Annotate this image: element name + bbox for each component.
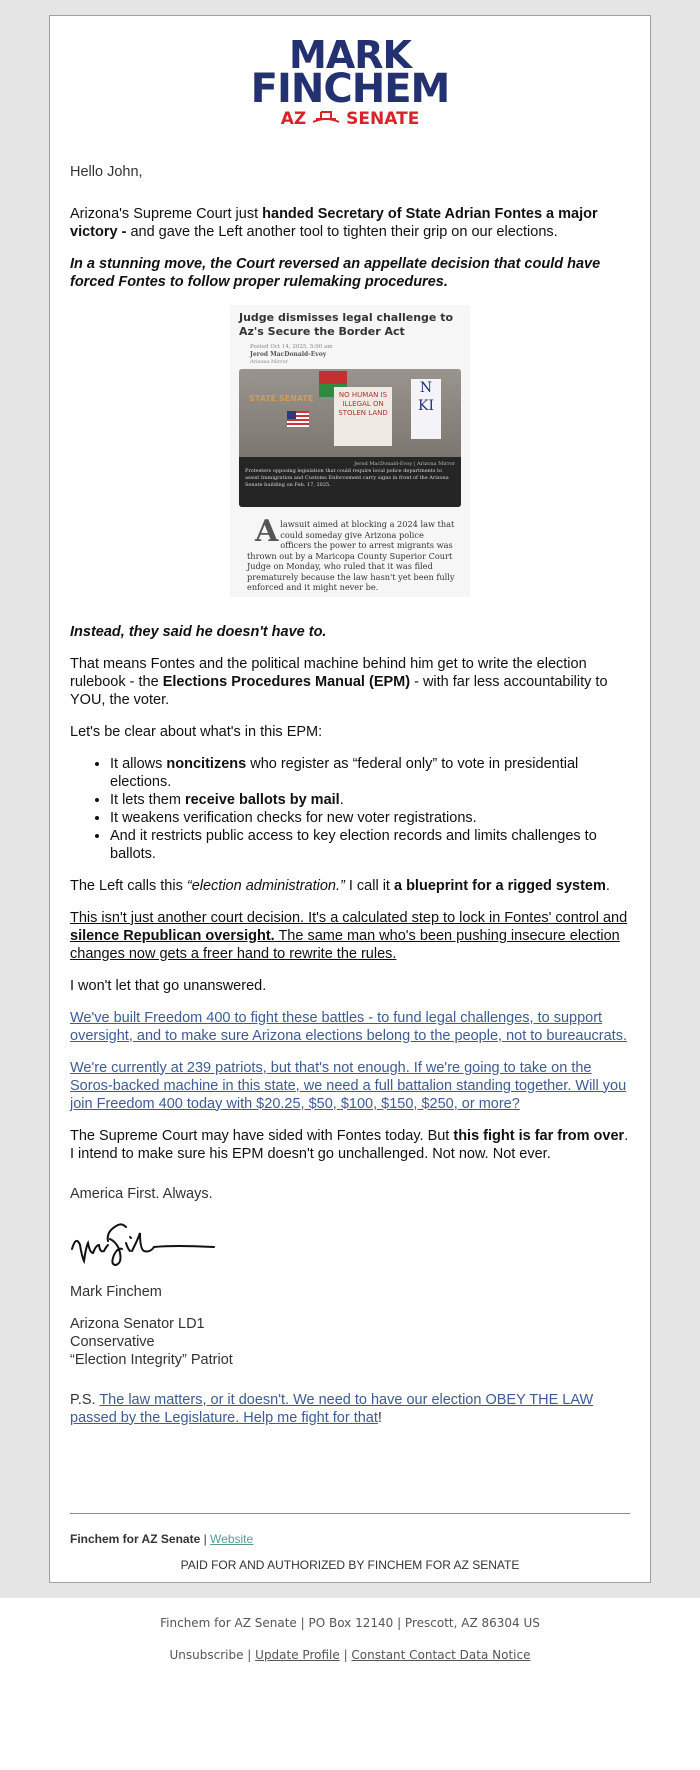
logo-line-mark: MARK (289, 33, 411, 77)
paragraph-freedom400 (70, 1009, 630, 1045)
article-photo (239, 369, 461, 507)
title-line: “Election Integrity” Patriot (70, 1351, 233, 1368)
data-notice-link[interactable]: Constant Contact Data Notice (351, 1647, 531, 1662)
paragraph-donate (70, 1059, 630, 1113)
ps-link[interactable]: The law matters, or it doesn't. We need to have our election OBEY THE LAW passed by the Legislature. Help me fight for that (70, 1391, 594, 1426)
mailing-address: Finchem for AZ Senate | PO Box 12140 | Prescott, AZ 86304 US (160, 1615, 540, 1630)
photo-sign-right: N KI (411, 379, 441, 439)
article-posted: Posted Oct 14, 2025, 5:00 am (250, 344, 333, 350)
list-item: • And it restricts public access to key election records and limits challenges to ballots. (110, 827, 630, 863)
paragraph-lets-be-clear: Let's be clear about what's in this EPM: (70, 723, 323, 740)
photo-state-senate-sign: STATE SENATE (249, 394, 314, 403)
separator: | (243, 1647, 256, 1662)
emphasis: this fight is far from over (453, 1127, 625, 1144)
email-body (50, 163, 650, 1491)
separator: | (200, 1531, 211, 1546)
paragraph-calculated-step (70, 909, 630, 963)
signature-name: Mark Finchem (70, 1283, 162, 1300)
article-body-text: lawsuit aimed at blocking a 2024 law that could someday give Arizona police officers the power to arrest migrants was thrown out by a Maricopa County Superior Court Judge on Monday, who ruled that it was filed prematurely because the law hasn't yet been fully enforced and it might never be. (247, 519, 455, 592)
title-line: Arizona Senator LD1 (70, 1315, 205, 1332)
article-publication: Arizona Mirror (250, 359, 288, 365)
freedom-400-link[interactable]: We've built Freedom 400 to fight these battles - to fund legal challenges, to support oversight, and to make sure Arizona elections belong to the people, not to bureaucrats. (70, 1009, 627, 1044)
logo-senate: SENATE (346, 109, 420, 129)
caption-text: Protesters opposing legislation that could require local police departments to assist Immigration and Customs Enforcement carry signs in front of the Arizona Senate building on Feb. 17, 2025. (245, 468, 449, 488)
photo-protest-sign: NO HUMAN IS ILLEGAL ON STOLEN LAND (334, 387, 392, 446)
footer-org-line (50, 1532, 650, 1546)
article-screenshot (230, 305, 470, 597)
paragraph-fight (70, 1127, 630, 1163)
logo-line-az-senate (50, 109, 650, 129)
quote: “election administration.” (186, 877, 345, 894)
cowboy-hat-icon (312, 109, 340, 129)
text: The Left calls this (70, 877, 187, 894)
text: The same man who's been pushing insecure election changes now gets a freer hand to rewrite the rules. (70, 927, 620, 962)
constant-contact-footer (0, 1598, 700, 1672)
title-block (70, 1315, 630, 1369)
photo-caption (239, 457, 461, 507)
text: ! (377, 1409, 382, 1426)
logo-az: AZ (280, 109, 307, 129)
list-item: • It lets them receive ballots by mail. (110, 791, 630, 809)
email-card (49, 15, 651, 1583)
text: This isn't just another court decision. It's a calculated step to lock in Fontes' control and (70, 909, 628, 926)
logo-line-finchem: FINCHEM (250, 66, 450, 112)
title-line: Conservative (70, 1333, 155, 1350)
emphasis: handed Secretary of State Adrian Fontes a major victory - (70, 206, 598, 240)
footer-links (0, 1648, 700, 1662)
text: I call it (344, 877, 394, 894)
unsubscribe-link[interactable]: Unsubscribe (169, 1647, 244, 1662)
text: . (605, 877, 610, 894)
update-profile-link[interactable]: Update Profile (255, 1647, 340, 1662)
greeting: Hello John, (70, 164, 143, 180)
paragraph-instead: Instead, they said he doesn't have to. (70, 623, 327, 640)
paragraph-rulebook (70, 655, 630, 709)
drop-cap: A (255, 514, 279, 549)
article-body (239, 514, 461, 593)
ps-prefix: P.S. (70, 1391, 100, 1408)
article-title: Judge dismisses legal challenge to Az's Secure the Border Act (239, 311, 454, 338)
separator: | (339, 1647, 352, 1662)
signature-image (70, 1217, 630, 1269)
campaign-logo (50, 16, 650, 159)
paragraph-stunning-move: In a stunning move, the Court reversed an appellate decision that could have forced Fontes to follow proper rulemaking procedures. (70, 256, 601, 290)
text: The Supreme Court may have sided with Fontes today. But (70, 1127, 454, 1144)
list-item: • It weakens verification checks for new voter registrations. (110, 809, 630, 827)
donate-link[interactable]: We're currently at 239 patriots, but that's not enough. If we're going to take on the Soros-backed machine in this state, we need a full battalion standing together. Will you join Freedom 400 today with $20.25, $50, $100, $150, $250, or more? (70, 1059, 627, 1112)
closing: America First. Always. (70, 1185, 213, 1202)
list-item: • It allows noncitizens who register as “federal only” to vote in presidential elections. (110, 755, 630, 791)
text: That means Fontes and the political machine behind him get to write the election rulebook - the (70, 655, 587, 690)
photo-us-flag (287, 411, 309, 427)
paragraph-intro (70, 205, 630, 241)
article-author: Jerod MacDonald-Evoy (250, 351, 327, 358)
photo-credit: Jerod MacDonald-Evoy | Arizona Mirror (354, 461, 455, 467)
text: Arizona's Supreme Court just (70, 206, 263, 222)
footer-divider (70, 1513, 630, 1514)
emphasis: a blueprint for a rigged system (393, 877, 606, 894)
text: . I intend to make sure his EPM doesn't go unchallenged. Not now. Not ever. (70, 1127, 629, 1162)
text: and gave the Left another tool to tighten their grip on our elections. (126, 224, 558, 240)
postscript (70, 1391, 630, 1427)
text: - with far less accountability to YOU, the voter. (70, 673, 608, 708)
emphasis: silence Republican oversight. (70, 927, 275, 944)
epm-bullet-list (70, 755, 630, 863)
emphasis: Elections Procedures Manual (EPM) (162, 673, 411, 690)
paid-for-disclaimer: PAID FOR AND AUTHORIZED BY FINCHEM FOR AZ SENATE (180, 1557, 520, 1572)
spacer (70, 1441, 630, 1491)
website-link[interactable]: Website (210, 1531, 254, 1546)
signature-icon (70, 1217, 220, 1272)
footer-org: Finchem for AZ Senate (70, 1531, 201, 1546)
paragraph-left-calls (70, 877, 630, 895)
paragraph-unanswered: I won't let that go unanswered. (70, 977, 267, 994)
